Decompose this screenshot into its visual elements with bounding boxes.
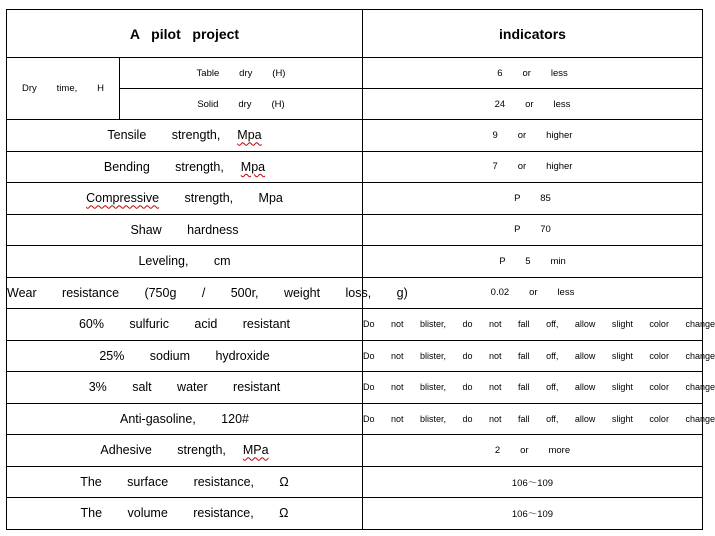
property-label	[7, 309, 363, 341]
label-wavy: Mpa	[240, 159, 266, 174]
table-row	[7, 120, 703, 152]
label-wavy: Mpa	[237, 128, 262, 143]
label-pre: The surface resistance, Ω	[80, 474, 289, 489]
indicator-value: Do not blister, do not fall off, allow slight color change	[363, 372, 703, 404]
table-dry-label: Table dry (H)	[120, 58, 363, 89]
header-indicators: indicators	[363, 10, 703, 58]
indicator-value: P 5 min	[363, 246, 703, 278]
label-pre: Shaw hardness	[130, 222, 239, 237]
property-label	[7, 151, 363, 183]
label-pre: Wear resistance (750g / 500r, weight loss, g)	[7, 285, 408, 300]
indicator-value: 0.02 or less	[363, 277, 703, 309]
label-pre: 3% salt water resistant	[88, 380, 281, 395]
property-label	[7, 340, 363, 372]
indicator-value: 7 or higher	[363, 151, 703, 183]
property-label	[7, 183, 363, 215]
indicator-value: Do not blister, do not fall off, allow slight color change	[363, 309, 703, 341]
label-pre: Anti-gasoline, 120#	[120, 411, 249, 426]
solid-dry-label: Solid dry (H)	[120, 89, 363, 120]
table-row	[7, 277, 703, 309]
table-row	[7, 58, 703, 89]
table-row	[7, 340, 703, 372]
property-label	[7, 246, 363, 278]
table-row	[7, 498, 703, 530]
property-label	[7, 277, 408, 309]
solid-dry-value: 24 or less	[363, 89, 703, 120]
table-row	[7, 372, 703, 404]
label-pre: Tensile strength,	[107, 128, 238, 143]
table-row	[7, 466, 703, 498]
table-row	[7, 309, 703, 341]
indicator-value: P 85	[363, 183, 703, 215]
label-wavy: MPa	[242, 443, 269, 458]
label-pre: Adhesive strength,	[100, 443, 243, 458]
property-label	[7, 403, 363, 435]
indicator-value: 106～109	[363, 498, 703, 530]
header-row	[7, 10, 703, 58]
table-row	[7, 246, 703, 278]
label-post: strength, Mpa	[159, 191, 283, 206]
label-pre: 60% sulfuric acid resistant	[78, 317, 291, 332]
property-label	[7, 372, 363, 404]
property-label	[7, 214, 363, 246]
indicator-value: 2 or more	[363, 435, 703, 467]
label-pre: Bending strength,	[103, 159, 241, 174]
indicator-value: 9 or higher	[363, 120, 703, 152]
table-row	[7, 435, 703, 467]
table-dry-value: 6 or less	[363, 58, 703, 89]
label-pre: 25% sodium hydroxide	[99, 348, 270, 363]
indicator-value: 106～109	[363, 466, 703, 498]
indicator-value: Do not blister, do not fall off, allow slight color change	[363, 403, 703, 435]
property-label	[7, 498, 363, 530]
header-project: A pilot project	[7, 10, 363, 58]
indicator-value: Do not blister, do not fall off, allow slight color change	[363, 340, 703, 372]
table-row	[7, 183, 703, 215]
spec-table	[6, 9, 715, 530]
label-pre: Leveling, cm	[138, 254, 231, 269]
property-label	[7, 120, 363, 152]
indicator-value: P 70	[363, 214, 703, 246]
dry-time-label: Dry time, H	[7, 58, 120, 120]
label-wavy: Compressive	[86, 191, 160, 206]
property-label	[7, 435, 363, 467]
table-row	[7, 214, 703, 246]
label-pre: The volume resistance, Ω	[80, 506, 289, 521]
property-label	[7, 466, 363, 498]
table-row	[7, 403, 703, 435]
table-row	[7, 151, 703, 183]
